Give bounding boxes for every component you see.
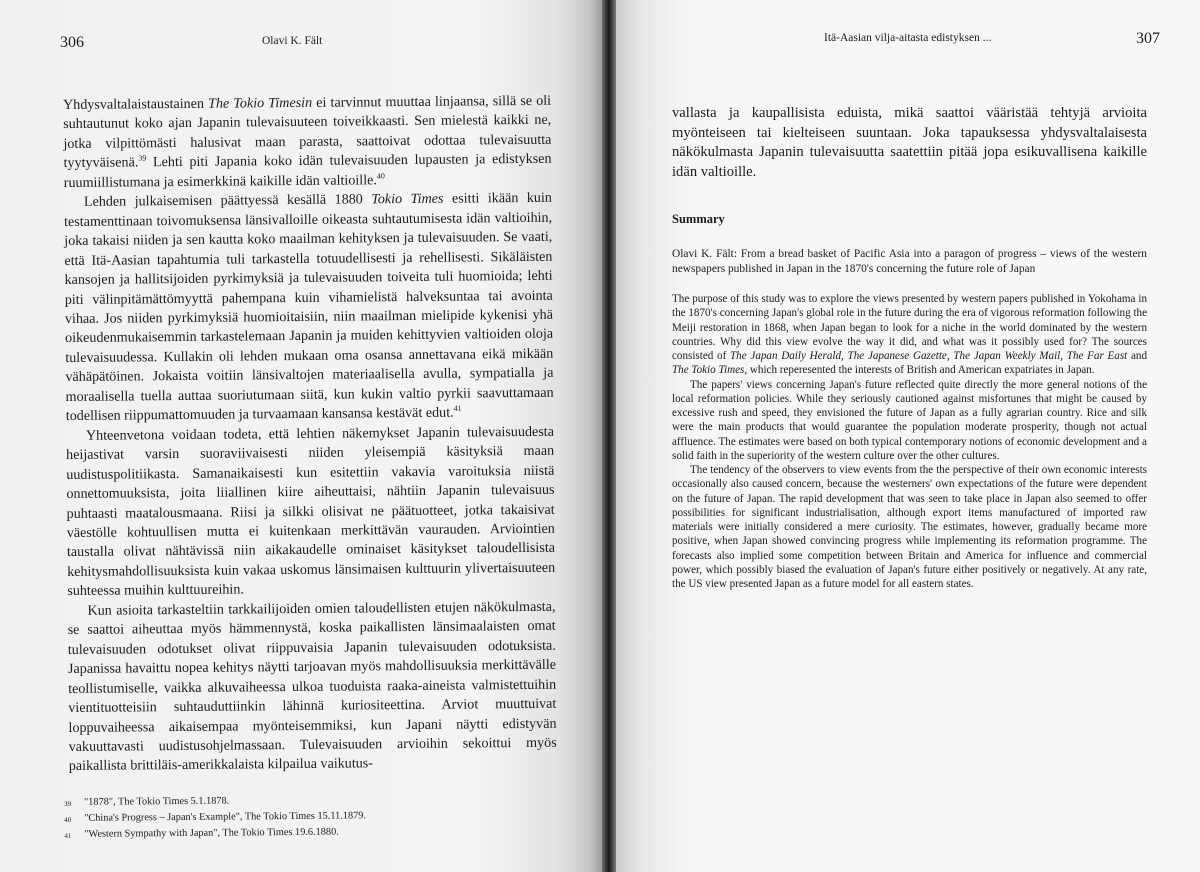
summary-title: Olavi K. Fält: From a bread basket of Pacific Asia into a paragon of progress – views of the western newspapers published in Japan in the 1870's concerning the future role of Japan [672, 248, 1147, 276]
text-run: Yhteenvetona voidaan todeta, että lehtien näkemykset Japanin tulevaisuudesta heijastivat varsin suoraviivaisesti niiden yleisempiä käsityksiä maan uudistuspolitiikasta. Samanaikaisesti kun esitettiin vakavia varoituksia niistä onnettomuuksista, joita liiallinen kiire aiheuttaisi, nähtiin Japanin tulevaisuus puhtaasti maatalousmaana. Riisi ja silkki olisivat ne päätuotteet, jotka takaisivat väestölle kohtuullisen mutta ei kuitenkaan merkittävän vaurauden. Arviointien taustalla olivat nähtävissä niin aikakaudelle ominaiset käsitykset taloudellisista kehitysmahdollisuuksista kuin vakaa uskomus länsimaisen kulttuurin ylivertaisuuteen suhteessa muihin kulttuureihin. [66, 423, 556, 600]
summary-body [672, 292, 1147, 591]
footnotes [64, 793, 464, 844]
running-head-left: Olavi K. Fält [262, 35, 323, 47]
text-run: The tendency of the observers to view events from the the perspective of their own economic interests occasionally also caused concern, because the westerners' own expectations of the future were dependent on the future of Japan. The rapid development that was seen to take place in Japan also seemed to offer possibilities for significant industrialisation, although export items manufactured of imported raw materials were initially considered a mere curiosity. The estimates, however, gradually became more positive, when Japan showed convincing progress while implementing its reformation programme. The forecasts also implied some competition between Britain and America for influence and commercial power, which possibly biased the evaluation of Japan's future either positively or negatively. At any rate, the US view presented Japan as a future model for all eastern states. [672, 464, 1147, 590]
paragraph [63, 92, 552, 194]
text-run: and [1127, 350, 1148, 362]
text-run: ei tarvinnut muuttaa linjaansa, sillä se oli suhtautunut koko ajan Japanin tulevaisuuteen toiveikkaasti. Sen mielestä kaikki ne, jotka vilpittömästi halusivat maan parasta, saattoivat odottaa tulevaisuutta tyytyväisenä. [63, 92, 552, 172]
footnote [64, 824, 464, 843]
left-body-text [63, 92, 557, 777]
text-run: Lehti piti Japania koko idän tulevaisuuden lupausten ja edistyksen ruumiillistumana ja esimerkkinä kaikille idän valtioille. [63, 151, 552, 191]
running-head-right: Itä-Aasian vilja-aitasta edistyksen ... [824, 32, 992, 44]
text-run: The Tokio Times [672, 364, 745, 377]
summary-paragraph [672, 378, 1147, 464]
footnote-ref: 40 [376, 171, 385, 181]
text-run: , which reperesented the interests of British and American expatriates in Japan. [744, 364, 1095, 377]
footnote-text: "1878", The Tokio Times 5.1.1878. [84, 795, 230, 808]
text-run: Yhdysvaltalaistaustainen [63, 95, 209, 113]
footnote-text: "Western Sympathy with Japan", The Tokio Times 19.6.1880. [84, 826, 339, 840]
page-number-left: 306 [60, 34, 84, 51]
paragraph [66, 422, 556, 601]
text-run: Kun asioita tarkasteltiin tarkkailijoiden omien taloudellisten etujen näkökulmasta, se saattoi aiheuttaa myös hämmennystä, koska paikallisten länsimaalaisten omat tulevaisuuden odotukset olivat riippuvaisia Japanin tulevaisuuden odotuksista. Japanissa havaittu nopea kehitys näytti tarjoavan myös mahdollisuuksia merkittävälle teollistumiselle, vaikka alkuvaiheessa ulkoa tuoduista raaka-aineista valmistettuihin vientituotteisiin suhtauduttiinkin lähinnä kuriositeettina. Arviot muuttuivat loppuvaiheessa aikaisempaa myönteisemmiksi, kun Japani näytti edistyvän vakuuttavasti uudistusohjelmassaan. Tulevaisuuden arvioihin sekoittui myös paikallista brittiläis-amerikkalaista kilpailua vaikutus- [67, 598, 557, 775]
text-run: The papers' views concerning Japan's future reflected quite directly the more general notions of the local reformation policies. While they seriously cautioned against misfortunes that might be caused by excessive rush and speed, they envisioned the future of Japan as a fully agrarian country. Rice and silk were the main products that would guarantee the population moderate prosperity, though not actual affluence. The estimates were based on both typical contemporary notions of economic development and a solid faith in the superiority of the western culture over the other cultures. [672, 378, 1147, 462]
continuation-text [672, 104, 1147, 182]
text-run: Lehden julkaisemisen päättyessä kesällä 1880 [83, 191, 372, 211]
summary-heading: Summary [672, 212, 725, 226]
text-run: Tokio Times [371, 190, 444, 208]
footnote-number: 40 [64, 815, 72, 824]
footnote-number: 41 [64, 831, 72, 840]
footnote-ref: 39 [138, 153, 147, 164]
footnote-ref: 41 [453, 404, 462, 414]
book-gutter [602, 0, 616, 872]
paragraph [64, 189, 554, 427]
paragraph: vallasta ja kaupallisista eduista, mikä saattoi vääristää tehtyjä arvioita myönteiseen tai kielteiseen suuntaan. Joka tapauksessa yhdysvaltalaisesta näkökulmasta Japanin tulevaisuutta saatettiin pitää jopa esikuvallisena kaikille idän valtioille. [672, 105, 1147, 180]
text-run: The Tokio Timesin [208, 94, 313, 112]
paragraph [67, 598, 557, 777]
text-run: esitti ikään kuin testamenttinaan toivomuksensa länsivalloille oikeasta suhtautumisesta idän valtioihin, joka takaisi niiden ja sen kautta koko maailman kehityksen ja tulevaisuuden. Se vaati, että Itä-Aasian tapahtumia tuli tarkastella totuudellisesti ja rehellisesti. Sikäläisten kansojen ja hallitsijoiden pyrkimyksiä ja tulevaisuuden toiveita tuli huomioida; lehti piti välinpitämättömyyttä pahempana kuin vihamielistä halveksuntaa tai avointa vihaa. Jos niiden pyrkimyksiä huomioitaisiin, niin maailman mielipide kykenisi yhä oikeudenmukaisemmin tarkastelemaan Japanin ja muiden kehittyvien valtioiden oloja tulevaisuudessa. Kullakin oli lehden mukaan oma osansa annettavana eikä mikään vähäpätöinen. Jokaista voitiin länsivaltojen materiaalisella avulla, sympatialla ja moraalisella tuella auttaa suoriutumaan siitä, kun kukin valtio pyrkii saavuttamaan todellisen riippumattomuuden ja turvaamaan kansansa kestävät edut. [64, 190, 554, 425]
footnote-number: 39 [64, 799, 72, 808]
footnote-text: "China's Progress – Japan's Example", The Tokio Times 15.11.1879. [84, 810, 367, 824]
summary-paragraph [672, 463, 1147, 591]
text-run: The purpose of this study was to explore the views presented by western papers published in Yokohama in the 1870's concerning Japan's global role in the future during the era of vigorous reformation following the Meiji restoration in 1868, when Japan began to look for a niche in the world dominated by the western countries. Why did this view evolve the way it did, and what was it possibly used for? The sources consisted of [672, 293, 1147, 362]
summary-paragraph [672, 292, 1147, 378]
page-number-right: 307 [1136, 30, 1160, 47]
text-run: The Japan Daily Herald, The Japanese Gazette, The Japan Weekly Mail, The Far East [730, 350, 1128, 362]
right-page [616, 0, 1200, 872]
